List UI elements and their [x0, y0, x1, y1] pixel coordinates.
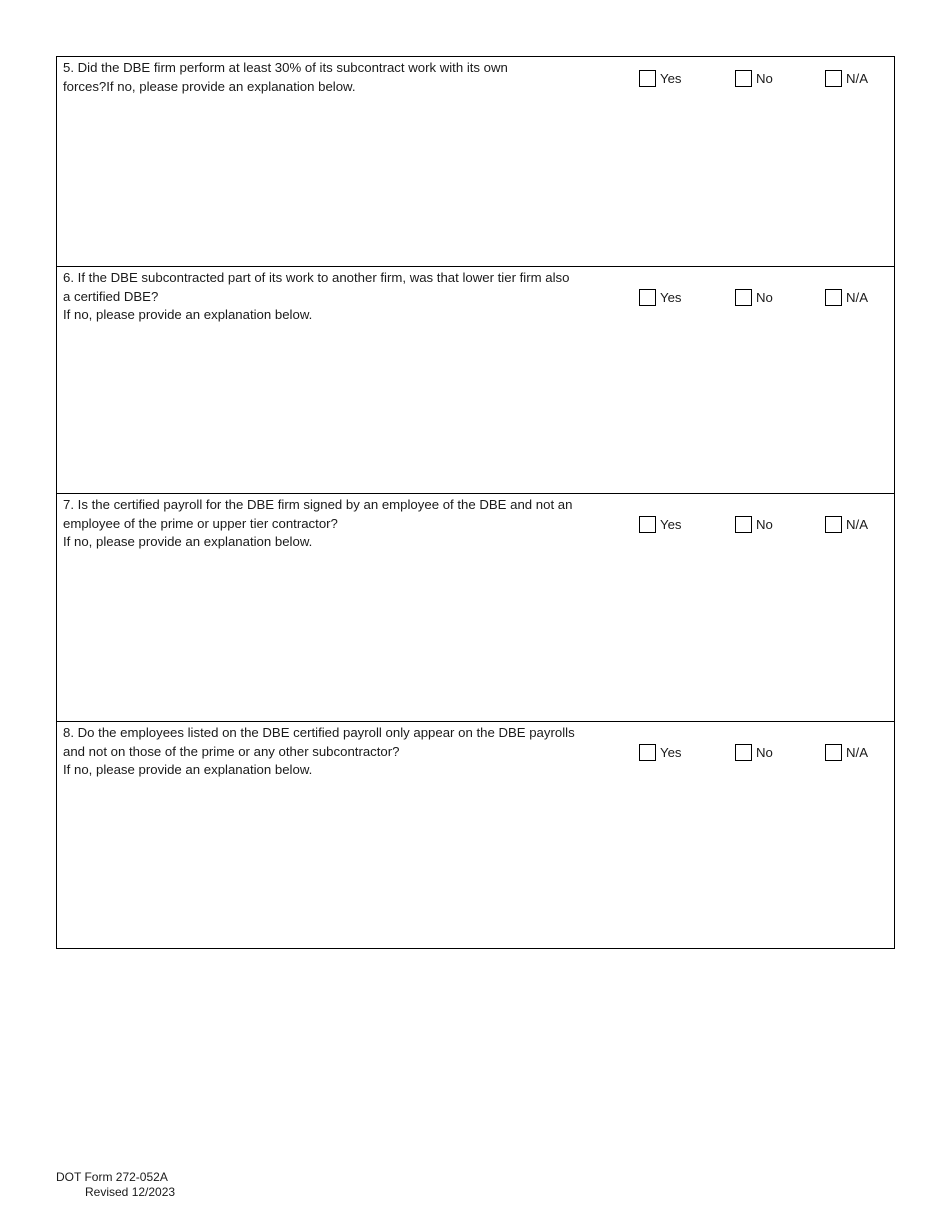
- option-label: Yes: [660, 289, 682, 305]
- question-7-yes-checkbox[interactable]: [639, 516, 682, 533]
- checkbox-icon[interactable]: [825, 70, 842, 87]
- question-8-no-checkbox[interactable]: [735, 744, 773, 761]
- checkbox-icon[interactable]: [825, 744, 842, 761]
- option-label: N/A: [846, 70, 868, 86]
- option-label: Yes: [660, 744, 682, 760]
- question-8-yes-checkbox[interactable]: [639, 744, 682, 761]
- checkbox-icon[interactable]: [825, 289, 842, 306]
- question-row-7: [57, 493, 894, 721]
- option-label: Yes: [660, 70, 682, 86]
- checkbox-icon[interactable]: [735, 744, 752, 761]
- checkbox-icon[interactable]: [735, 70, 752, 87]
- question-5-text: 5. Did the DBE firm perform at least 30% of its subcontract work with its own forces?If no, please provide an explanation below.: [63, 60, 508, 94]
- question-row-5: [57, 57, 894, 266]
- question-7-no-checkbox[interactable]: [735, 516, 773, 533]
- form-footer: [56, 1170, 175, 1199]
- form-number: DOT Form 272-052A: [56, 1170, 168, 1184]
- question-row-8: [57, 721, 894, 948]
- question-6-na-checkbox[interactable]: [825, 289, 868, 306]
- checkbox-icon[interactable]: [825, 516, 842, 533]
- option-label: No: [756, 70, 773, 86]
- option-label: No: [756, 516, 773, 532]
- option-label: Yes: [660, 516, 682, 532]
- questionnaire-table: [56, 56, 895, 949]
- option-label: N/A: [846, 744, 868, 760]
- question-8-explanation-field[interactable]: [63, 784, 888, 942]
- question-5-no-checkbox[interactable]: [735, 70, 773, 87]
- checkbox-icon[interactable]: [639, 289, 656, 306]
- question-8-text: 8. Do the employees listed on the DBE certified payroll only appear on the DBE payrolls and not on those of the prime or any other subcontractor? If no, please provide an explanation below.: [63, 725, 575, 778]
- question-row-6: [57, 266, 894, 493]
- checkbox-icon[interactable]: [735, 516, 752, 533]
- option-label: N/A: [846, 516, 868, 532]
- revision-date: Revised 12/2023: [85, 1184, 176, 1199]
- question-8-na-checkbox[interactable]: [825, 744, 868, 761]
- question-5-explanation-field[interactable]: [63, 101, 888, 260]
- question-5-na-checkbox[interactable]: [825, 70, 868, 87]
- checkbox-icon[interactable]: [735, 289, 752, 306]
- checkbox-icon[interactable]: [639, 70, 656, 87]
- option-label: No: [756, 744, 773, 760]
- checkbox-icon[interactable]: [639, 516, 656, 533]
- question-6-no-checkbox[interactable]: [735, 289, 773, 306]
- question-6-yes-checkbox[interactable]: [639, 289, 682, 306]
- question-6-text: 6. If the DBE subcontracted part of its work to another firm, was that lower tier firm also a certified DBE? If no, please provide an explanation below.: [63, 270, 570, 323]
- question-7-na-checkbox[interactable]: [825, 516, 868, 533]
- checkbox-icon[interactable]: [639, 744, 656, 761]
- option-label: No: [756, 289, 773, 305]
- question-6-explanation-field[interactable]: [63, 329, 888, 487]
- question-7-text: 7. Is the certified payroll for the DBE firm signed by an employee of the DBE and not an employee of the prime or upper tier contractor? If no, please provide an explanation below.: [63, 497, 573, 550]
- question-7-explanation-field[interactable]: [63, 556, 888, 715]
- question-5-yes-checkbox[interactable]: [639, 70, 682, 87]
- option-label: N/A: [846, 289, 868, 305]
